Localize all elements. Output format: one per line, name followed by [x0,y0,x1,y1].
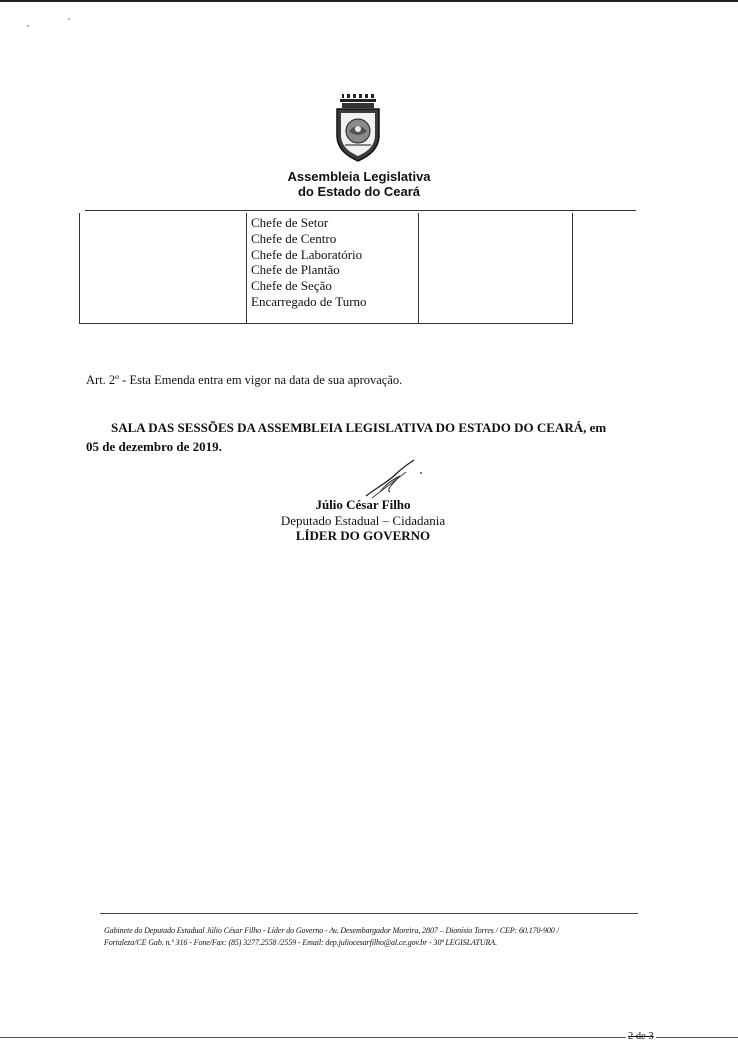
footer-line1: Gabinete do Deputado Estadual Júlio César Filho - Líder do Governo - Av. Desembargador Moreira, 2807 – Dionísio Torres / CEP: 60.170-900 / [104,926,559,935]
table-column-divider [246,213,247,323]
signatory-title: LÍDER DO GOVERNO [295,528,431,543]
signatory-name: Júlio César Filho [315,497,411,512]
closing-line2: 05 de dezembro de 2019. [86,439,222,454]
article-2-text: Art. 2º - Esta Emenda entra em vigor na data de sua aprovação. [86,373,403,387]
role-item: Chefe de Plantão [251,262,340,278]
state-coat-of-arms-seal [333,93,383,163]
footer-divider [100,913,638,914]
signatory-role: Deputado Estadual – Cidadania [280,513,446,528]
roles-list [251,215,367,310]
scan-speck [68,18,70,20]
role-item: Chefe de Centro [251,230,337,246]
closing-statement [86,418,638,456]
footer-line2: Fortaleza/CE Gab. n.º 316 - Fone/Fax: (85) 3277.2558 /2559 - Email: dep.juliocesarfilho@al.ce.gov.br - 30ª LEGISLATURA. [104,938,497,947]
page-top-border [0,0,738,2]
role-item: Chefe de Setor [251,215,329,230]
scan-speck [27,25,29,27]
roles-table [79,213,573,324]
page-number: 2 de 3 [628,1031,654,1042]
closing-line1: SALA DAS SESSÕES DA ASSEMBLEIA LEGISLATIVA DO ESTADO DO CEARÁ, em [111,420,607,435]
header-divider [85,210,636,211]
footer-address [104,925,644,949]
role-item: Chefe de Laboratório [251,246,363,262]
institution-name-line1: Assembleia Legislativa [287,169,431,184]
role-item: Encarregado de Turno [251,293,367,309]
role-item: Chefe de Seção [251,278,332,294]
institution-name-line2: do Estado do Ceará [297,184,421,199]
handwritten-signature [362,458,424,500]
table-column-divider [418,213,419,323]
